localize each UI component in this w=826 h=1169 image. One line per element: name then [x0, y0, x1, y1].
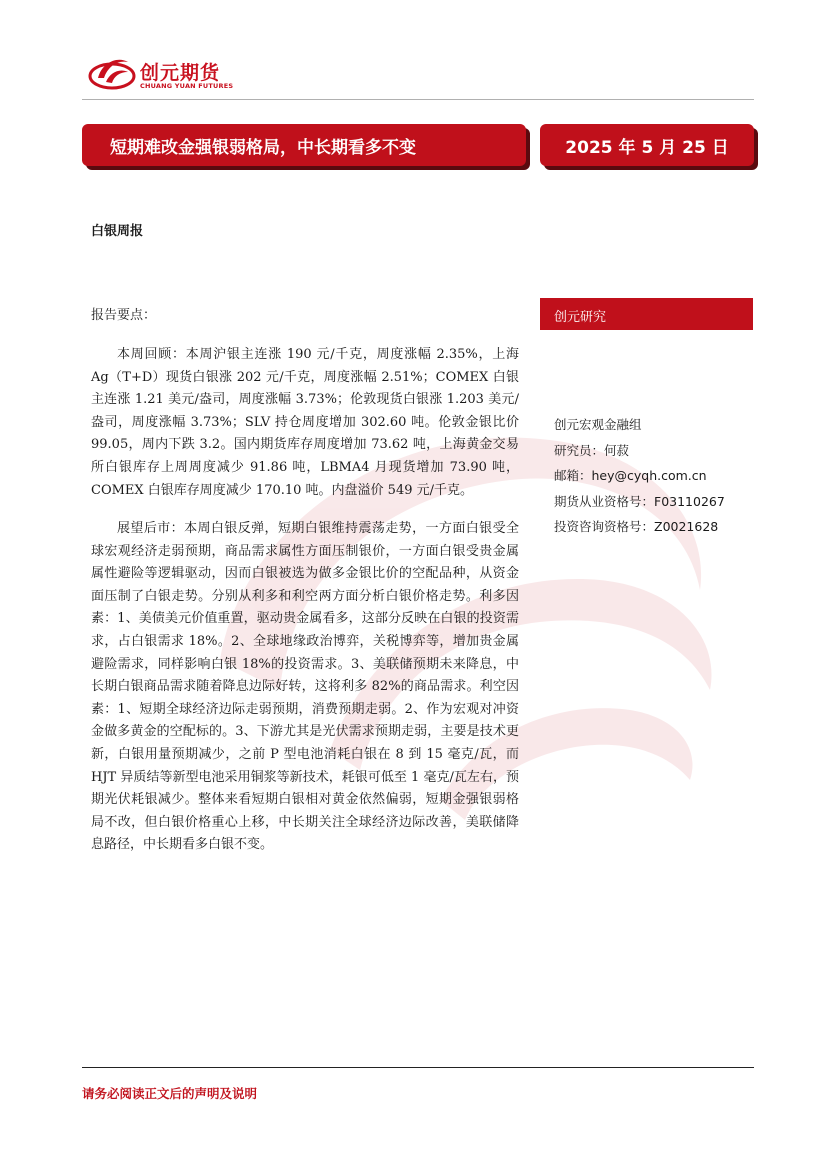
futures-license: 期货从业资格号：F03110267	[554, 493, 725, 509]
analyst-name: 研究员：何菽	[554, 442, 630, 458]
analyst-email: 邮箱：hey@cyqh.com.cn	[554, 468, 707, 483]
report-title: 短期难改金强银弱格局，中长期看多不变	[110, 138, 416, 158]
sidebar-header-label: 创元研究	[554, 310, 607, 325]
logo-emblem-icon	[88, 52, 136, 92]
analyst-team: 创元宏观金融组	[554, 417, 642, 432]
disclaimer-notice: 请务必阅读正文后的声明及说明	[82, 1086, 258, 1101]
outlook-paragraph: 展望后市：本周白银反弹，短期白银维持震荡走势，一方面白银受全球宏观经济走弱预期，商品需求属性方面压制银价，一方面白银受贵金属属性避险等逻辑驱动，因而白银被选为做多金银比价的空配品种，从资金面压制了白银走势。分别从利多和利空两方面分析白银价格走势。利多因素：1、美债美元价值重置，驱动贵金属看多，这部分反映在白银的投资需求，占白银需求 18%。2、全球地缘政治博弈，关税博弈等，增加贵金属避险需求，同样影响白银 18%的投资需求。3、美联储预期未来降息，中长期白银商品需求随着降息边际好转，这将利多 82%的商品需求。利空因素：1、短期全球经济边际走弱预期，消费预期走弱。2、作为宏观对冲资金做多黄金的空配标的。3、下游尤其是光伏需求预期走弱，主要是技术更新，白银用量预期减少，之前 P 型电池消耗白银在 8 到 15 毫克/瓦，而 HJT 异质结等新型电池采用铜浆等新技术，耗银可低至 1 毫克/瓦左右，预期光伏耗银减少。整体来看短期白银相对黄金依然偏弱，短期金强银弱格局不改，但白银价格重心上移，中长期关注全球经济边际改善，美联储降息路径，中长期看多白银不变。	[91, 521, 519, 853]
report-points-label: 报告要点：	[91, 308, 157, 323]
weekly-review-paragraph: 本周回顾：本周沪银主连涨 190 元/千克，周度涨幅 2.35%，上海 Ag（T+D）现货白银涨 202 元/千克，周度涨幅 2.51%；COMEX 白银主连涨 1.21 美元/盎司，周度涨幅 3.73%；伦敦现货白银涨 1.203 美元/盎司，周度涨幅 3.73%；SLV 持仓周度增加 302.60 吨。伦敦金银比价 99.05，周内下跌 3.2。国内期货库存周度增加 73.62 吨，上海黄金交易所白银库存上周周度减少 91.86 吨，LBMA4 月现货增加 73.90 吨，COMEX 白银库存周度减少 170.10 吨。内盘溢价 549 元/千克。	[91, 347, 519, 498]
report-category: 白银周报	[91, 224, 144, 239]
report-title-banner	[82, 124, 526, 166]
header-divider	[82, 99, 754, 100]
consulting-license: 投资咨询资格号：Z0021628	[554, 519, 719, 534]
company-logo	[88, 52, 258, 96]
logo-english-name: CHUANG YUAN FUTURES	[140, 82, 234, 90]
footer-divider	[82, 1067, 754, 1068]
sidebar-header	[540, 298, 753, 330]
report-date-banner	[540, 124, 754, 166]
report-date: 2025 年 5 月 25 日	[565, 138, 729, 158]
logo-chinese-name: 创元期货	[140, 62, 221, 84]
analyst-info	[554, 412, 754, 540]
